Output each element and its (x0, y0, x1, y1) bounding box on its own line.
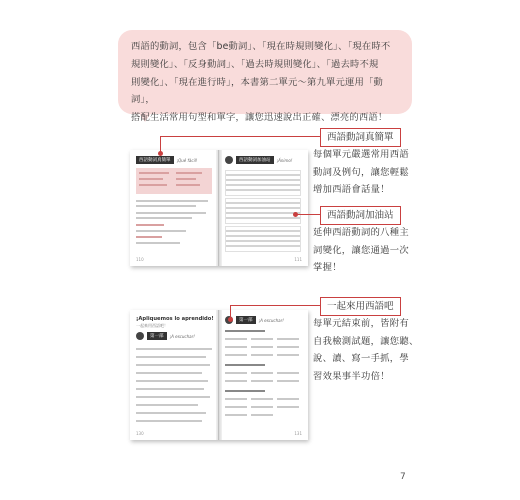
option-line (251, 380, 273, 382)
option-line (251, 354, 273, 356)
callout-label-practice: 一起來用西語吧 (320, 297, 401, 316)
page-practice-right (218, 310, 308, 440)
exercise-line (136, 356, 206, 358)
exercise-line (136, 412, 206, 414)
text-line (136, 230, 186, 232)
option-line (225, 380, 247, 382)
section-tag: 西語動詞真簡單 (136, 156, 174, 164)
book-spread-practice (130, 310, 308, 440)
option-line (277, 372, 299, 374)
connector-dot (158, 151, 163, 156)
practice-subtitle: 一起來用西語吧！ (136, 323, 168, 328)
conjugation-table (225, 170, 301, 196)
callout-line: 自我檢測試題，讓您聽、 (313, 335, 419, 347)
intro-line: 搭配生活常用句型和單字，讓您迅速說出正確、漂亮的西語！ (131, 112, 388, 124)
callout-text-verbs-boost (313, 224, 409, 277)
text-line (139, 178, 163, 180)
option-line (277, 398, 299, 400)
connector-dot (228, 317, 233, 322)
book-spine (216, 310, 222, 440)
callout-line: 增加西語會話量！ (313, 184, 390, 195)
option-line (277, 406, 299, 408)
text-line (176, 178, 196, 180)
page-verbs-easy (130, 150, 219, 266)
callout-line: 習效果事半功倍！ (313, 370, 390, 382)
connector-line (230, 305, 320, 306)
option-line (251, 406, 273, 408)
section-header (225, 316, 284, 324)
intro-line: 西語的動詞，包含「be動詞」、「現在時規則變化」、「現在時不 (131, 41, 391, 52)
exercise-line (136, 388, 204, 390)
page-no: 131 (294, 431, 302, 436)
exercise-line (136, 372, 202, 374)
callout-text-practice (313, 315, 419, 385)
exercise-line (225, 390, 265, 392)
text-line (136, 200, 208, 202)
callout-label-verbs-easy: 西語動詞真簡單 (320, 128, 401, 147)
callout-line: 每單元結束前，皆附有 (313, 318, 409, 329)
callout-line: 說、讀、寫一手抓，學 (313, 353, 409, 364)
intro-line: 規則變化」、「反身動詞」、「過去時規則變化」、「過去時不規 (131, 58, 379, 70)
exercise-line (136, 420, 202, 422)
page-header (136, 156, 197, 164)
text-line (136, 224, 164, 226)
callout-line: 每個單元嚴選常用西語 (313, 149, 409, 160)
callout-line: 動詞及例句，讓您輕鬆 (313, 166, 409, 178)
callout-line: 詞變化，讓您通過一次 (313, 244, 409, 256)
text-line (136, 212, 206, 214)
option-line (225, 338, 247, 340)
page-no: 130 (136, 431, 144, 436)
conjugation-table (225, 198, 301, 224)
text-line (136, 205, 196, 207)
page-practice-left (130, 310, 219, 440)
page-no: 111 (294, 257, 302, 262)
option-line (251, 398, 273, 400)
option-line (251, 338, 273, 340)
section-header (136, 332, 195, 340)
text-line (176, 184, 200, 186)
section-subtitle: ¡Qué fácil! (176, 157, 198, 163)
page-header (225, 156, 292, 164)
callout-text-verbs-easy (313, 146, 409, 199)
callout-label-verbs-boost: 西語動詞加油站 (320, 206, 401, 225)
text-line (136, 236, 162, 238)
book-spine (216, 150, 222, 266)
option-line (225, 406, 247, 408)
conjugation-table (225, 226, 301, 252)
page-number: 7 (400, 472, 406, 482)
connector-line (160, 136, 320, 137)
connector-line (296, 214, 320, 215)
face-icon (136, 332, 144, 340)
exercise-line (225, 364, 265, 366)
exercise-line (225, 330, 265, 332)
practice-title: ¡Apliquemos lo aprendido! (136, 316, 214, 322)
section-tag: 西語動詞加油站 (236, 156, 274, 164)
text-line (136, 217, 192, 219)
exercise-line (136, 380, 208, 382)
option-line (225, 372, 247, 374)
page-verbs-boost (218, 150, 308, 266)
callout-line: 掌握！ (313, 262, 342, 273)
intro-line: 則變化」、「現在進行時」，本書第二單元～第九單元運用「動詞」， (131, 76, 383, 106)
exercise-line (136, 348, 212, 350)
section-subtitle: ¡A escuchar! (258, 317, 284, 323)
text-line (139, 184, 167, 186)
option-line (251, 372, 273, 374)
section-subtitle: ¡A escuchar! (169, 333, 195, 339)
section-tag: 第一部 (236, 316, 256, 324)
section-tag: 第一部 (147, 332, 167, 340)
book-spread-verbs (130, 150, 308, 266)
face-icon (225, 156, 233, 164)
option-line (277, 338, 299, 340)
option-line (225, 354, 247, 356)
connector-dot (293, 212, 298, 217)
page-no: 110 (136, 257, 144, 262)
option-line (225, 398, 247, 400)
intro-text (131, 38, 403, 127)
option-line (277, 346, 299, 348)
exercise-line (136, 404, 198, 406)
text-line (136, 242, 180, 244)
option-line (251, 414, 273, 416)
option-line (225, 414, 247, 416)
option-line (277, 354, 299, 356)
callout-line: 延伸西語動詞的八種主 (313, 227, 409, 238)
section-subtitle: ¡Ánimo! (276, 157, 293, 163)
exercise-line (136, 364, 210, 366)
exercise-line (136, 396, 210, 398)
option-line (251, 346, 273, 348)
text-line (176, 172, 202, 174)
option-line (225, 346, 247, 348)
option-line (277, 380, 299, 382)
text-line (139, 172, 169, 174)
